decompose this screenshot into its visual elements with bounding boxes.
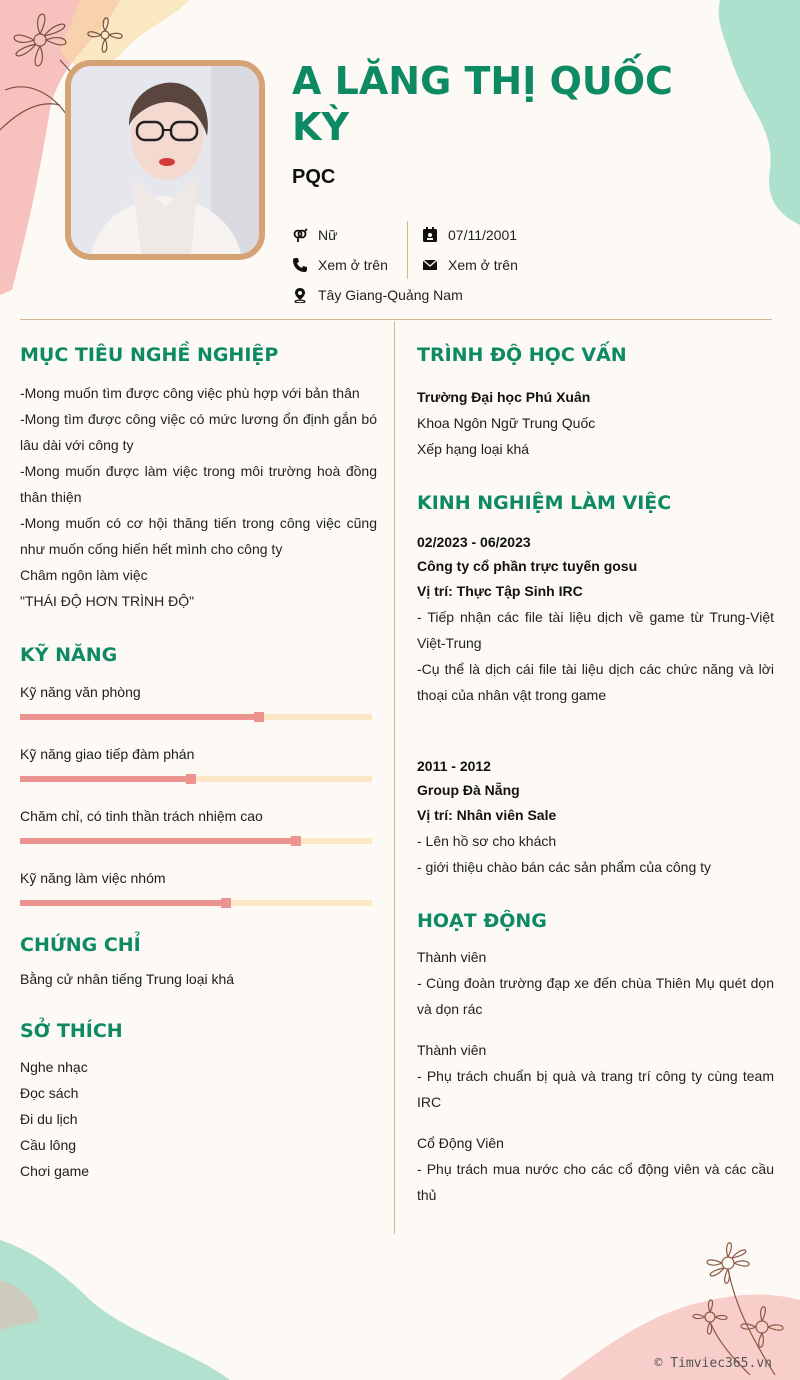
objective-line: -Mong muốn có cơ hội thăng tiến trong công việc cũng như muốn cống hiến hết mình cho công ty	[20, 515, 377, 557]
activity-role: Thành viên	[417, 1042, 487, 1058]
education-grade: Xếp hạng loại khá	[417, 441, 530, 457]
activity-desc: - Phụ trách mua nước cho các cổ động viên và các cầu thủ	[417, 1161, 774, 1203]
objective-section	[20, 340, 377, 614]
activity-role: Thành viên	[417, 949, 487, 965]
hobby-item: Chơi game	[20, 1163, 90, 1179]
activities-title: HOẠT ĐỘNG	[417, 910, 547, 932]
skill-bar-fill	[20, 900, 226, 906]
portrait-illustration	[71, 66, 259, 254]
experience-entry	[417, 530, 774, 708]
hobby-item: Cầu lông	[20, 1137, 77, 1153]
decor-flower-bottom-right-icon	[680, 1235, 800, 1375]
candidate-name: A LĂNG THỊ QUỐC KỲ	[292, 59, 673, 149]
decor-top-right-watercolor	[710, 0, 800, 230]
activity-desc: - Cùng đoàn trường đạp xe đến chùa Thiên Mụ quét dọn và dọn rác	[417, 975, 774, 1017]
gender-row	[292, 227, 337, 243]
hobbies-title: SỞ THÍCH	[20, 1020, 123, 1042]
skill-bar-knob	[221, 898, 231, 908]
experience-entry	[417, 754, 774, 880]
skill-item	[20, 744, 377, 782]
profile-photo	[65, 60, 265, 260]
experience-title: KINH NGHIỆM LÀM VIỆC	[417, 492, 672, 514]
skill-bar	[20, 714, 372, 720]
decor-bottom-left-watercolor	[0, 1240, 240, 1380]
education-major: Khoa Ngôn Ngữ Trung Quốc	[417, 415, 596, 431]
objective-line: -Mong muốn được làm việc trong môi trường hoà đồng thân thiện	[20, 463, 377, 505]
skill-label: Kỹ năng giao tiếp đàm phán	[20, 746, 195, 762]
skill-item	[20, 682, 377, 720]
experience-period: 02/2023 - 06/2023	[417, 534, 531, 550]
certificates-section	[20, 930, 377, 992]
envelope-icon	[422, 257, 438, 273]
objective-title: MỤC TIÊU NGHỀ NGHIỆP	[20, 344, 279, 366]
skills-title: KỸ NĂNG	[20, 644, 118, 666]
skill-bar-fill	[20, 776, 191, 782]
skill-bar-fill	[20, 838, 296, 844]
phone-row	[292, 257, 388, 273]
skill-bar-knob	[186, 774, 196, 784]
activity-entry	[417, 944, 774, 1022]
hobby-item: Nghe nhạc	[20, 1059, 88, 1075]
experience-company: Group Đà Nẵng	[417, 782, 520, 798]
address-value: Tây Giang-Quảng Nam	[318, 287, 463, 303]
skill-bar	[20, 776, 372, 782]
skills-section	[20, 640, 377, 906]
objective-line: -Mong tìm được công việc có mức lương ổn định gắn bó lâu dài với công ty	[20, 411, 377, 453]
skill-item	[20, 868, 377, 906]
skill-bar-fill	[20, 714, 259, 720]
location-pin-icon	[292, 287, 308, 303]
experience-section	[417, 488, 774, 880]
objective-line: Châm ngôn làm việc	[20, 567, 148, 583]
activity-entry	[417, 1037, 774, 1115]
birthdate-row	[422, 227, 517, 243]
education-school: Trường Đại học Phú Xuân	[417, 389, 591, 405]
email-value: Xem ở trên	[448, 257, 518, 273]
address-row	[292, 287, 463, 303]
education-section	[417, 340, 774, 462]
skill-label: Kỹ năng làm việc nhóm	[20, 870, 166, 886]
gender-value: Nữ	[318, 227, 338, 243]
objective-line: "THÁI ĐỘ HƠN TRÌNH ĐỘ"	[20, 593, 195, 609]
header-vertical-divider	[407, 221, 408, 279]
candidate-title: PQC	[292, 166, 336, 188]
hobby-item: Đọc sách	[20, 1085, 79, 1101]
experience-detail: - Lên hồ sơ cho khách	[417, 833, 557, 849]
experience-detail: -Cụ thể là dịch cái file tài liệu dịch các chức năng và lời thoại của nhân vật trong game	[417, 661, 774, 703]
skill-label: Chăm chỉ, có tinh thần trách nhiệm cao	[20, 808, 263, 824]
left-column	[20, 340, 377, 1184]
hobby-item: Đi du lịch	[20, 1111, 78, 1127]
phone-icon	[292, 257, 308, 273]
gender-icon	[292, 227, 308, 243]
skill-item	[20, 806, 377, 844]
certificates-title: CHỨNG CHỈ	[20, 934, 141, 956]
activity-desc: - Phụ trách chuẩn bị quà và trang trí công ty cùng team IRC	[417, 1068, 774, 1110]
experience-position: Vị trí: Thực Tập Sinh IRC	[417, 583, 583, 599]
experience-company: Công ty cổ phần trực tuyến gosu	[417, 558, 638, 574]
skill-label: Kỹ năng văn phòng	[20, 684, 141, 700]
experience-period: 2011 - 2012	[417, 758, 491, 774]
header-horizontal-divider	[20, 319, 772, 320]
phone-value: Xem ở trên	[318, 257, 388, 273]
skill-bar-knob	[291, 836, 301, 846]
column-divider	[394, 321, 395, 1234]
watermark[interactable]: © Timviec365.vn	[654, 1356, 772, 1371]
activity-role: Cổ Động Viên	[417, 1135, 504, 1151]
skill-bar	[20, 838, 372, 844]
birthdate-value: 07/11/2001	[448, 227, 518, 243]
calendar-icon	[422, 227, 438, 243]
experience-detail: - Tiếp nhận các file tài liệu dịch về game từ Trung-Việt Việt-Trung	[417, 609, 774, 651]
activity-entry	[417, 1130, 774, 1208]
skill-bar-knob	[254, 712, 264, 722]
email-row	[422, 257, 518, 273]
skill-bar	[20, 900, 372, 906]
experience-position: Vị trí: Nhân viên Sale	[417, 807, 557, 823]
education-title: TRÌNH ĐỘ HỌC VẤN	[417, 344, 627, 366]
objective-line: -Mong muốn tìm được công việc phù hợp với bản thân	[20, 385, 360, 401]
right-column	[417, 340, 774, 1208]
certificate-item: Bằng cử nhân tiếng Trung loại khá	[20, 971, 235, 987]
activities-section	[417, 906, 774, 1208]
hobbies-section	[20, 1016, 377, 1184]
experience-detail: - giới thiệu chào bán các sản phẩm của công ty	[417, 859, 712, 875]
